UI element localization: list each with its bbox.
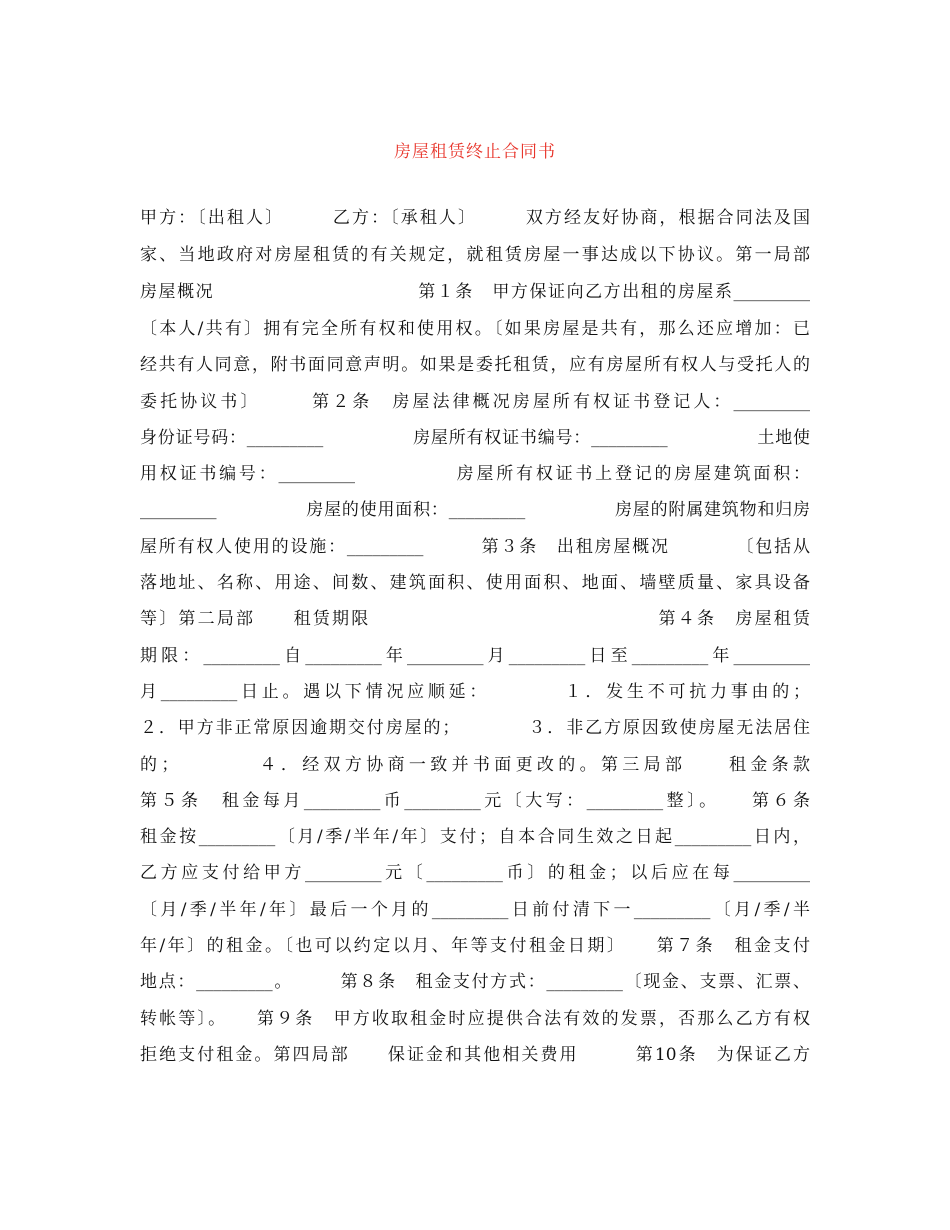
body-line: 经共有人同意，附书面同意声明。如果是委托租赁，应有房屋所有权人与受托人的: [140, 355, 810, 375]
body-line: 房屋概况 第１条 甲方保证向乙方出租的房屋系_________: [140, 282, 810, 302]
body-line: 乙方应支付给甲方_________元〔_________币〕的租金；以后应在每_________: [140, 863, 810, 883]
body-line: 转帐等〕。 第９条 甲方收取租金时应提供合法有效的发票，否那么乙方有权: [140, 1009, 810, 1029]
body-line: 身份证号码：_________ 房屋所有权证书编号：_________ 土地使: [140, 428, 810, 448]
body-line: 的； ４．经双方协商一致并书面更改的。第三局部 租金条款: [140, 755, 810, 775]
body-line: 期限：_________自_________年_________月_________日至_________年_________: [140, 646, 810, 666]
body-line: 地点：_________。 第８条 租金支付方式：_________〔现金、支票、汇票、: [140, 972, 810, 992]
body-line: 落地址、名称、用途、间数、建筑面积、使用面积、地面、墙壁质量、家具设备: [140, 573, 810, 593]
body-line: 拒绝支付租金。第四局部 保证金和其他相关费用 第10条 为保证乙方: [140, 1045, 810, 1065]
body-line: 等〕第二局部 租赁期限 第４条 房屋租赁: [140, 609, 810, 629]
body-line: 家、当地政府对房屋租赁的有关规定，就租赁房屋一事达成以下协议。第一局部: [140, 245, 810, 265]
body-line: 年/年〕的租金。〔也可以约定以月、年等支付租金日期〕 第７条 租金支付: [140, 936, 810, 956]
body-line: 屋所有权人使用的设施：_________ 第３条 出租房屋概况 〔包括从: [140, 537, 810, 557]
body-line: 甲方：〔出租人〕 乙方：〔承租人〕 双方经友好协商，根据合同法及国: [140, 208, 810, 228]
body-line: _________ 房屋的使用面积：_________ 房屋的附属建筑物和归房: [140, 500, 810, 520]
body-line: 月_________日止。遇以下情况应顺延： １．发生不可抗力事由的；: [140, 682, 810, 702]
document-title: 房屋租赁终止合同书: [394, 142, 556, 162]
body-line: 用权证书编号：_________ 房屋所有权证书上登记的房屋建筑面积：: [140, 464, 810, 484]
body-line: 〔本人/共有〕拥有完全所有权和使用权。〔如果房屋是共有，那么还应增加：已: [140, 319, 810, 339]
body-line: ２．甲方非正常原因逾期交付房屋的； ３．非乙方原因致使房屋无法居住: [140, 718, 810, 738]
body-line: 第５条 租金每月_________币_________元〔大写：_________整〕。 第６条: [140, 791, 810, 811]
body-line: 委托协议书〕 第２条 房屋法律概况房屋所有权证书登记人：_________: [140, 392, 810, 412]
body-line: 〔月/季/半年/年〕最后一个月的_________日前付清下一_________〔月/季/半: [140, 900, 810, 920]
body-line: 租金按_________〔月/季/半年/年〕支付；自本合同生效之日起_________日内，: [140, 827, 810, 847]
